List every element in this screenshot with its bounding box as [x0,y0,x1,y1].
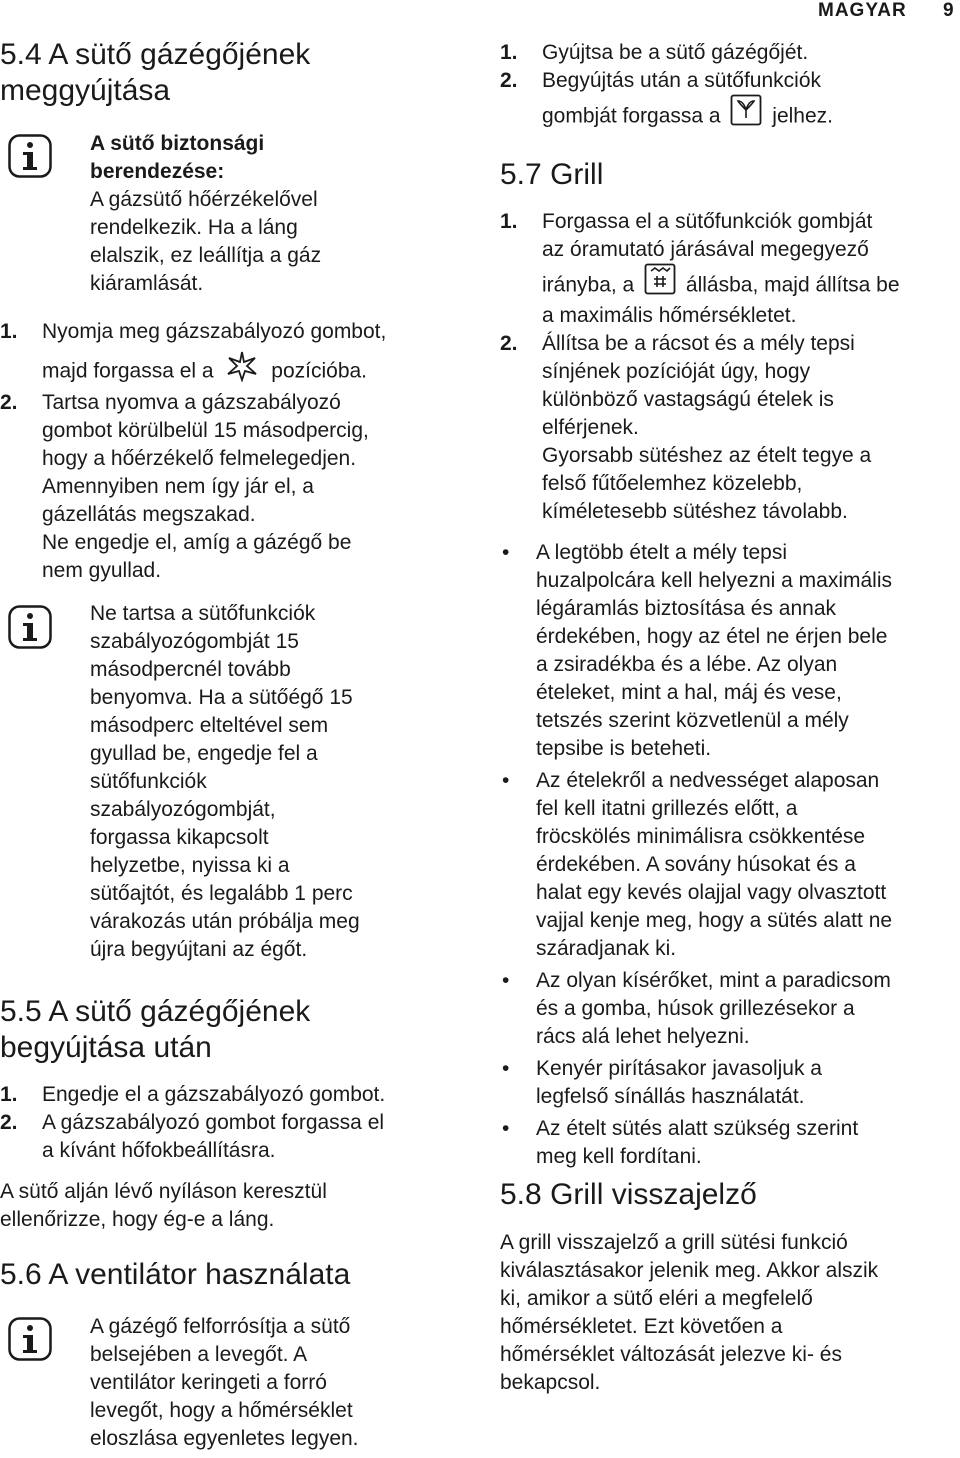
bullet: • [502,969,510,992]
safety-line: kiáramlását. [90,272,204,295]
bullet: • [502,1057,510,1080]
section-title: Grill visszajelző [550,1178,757,1211]
step-text: jelhez. [772,104,833,128]
step-text: kíméletesebb sütéshez távolabb. [542,500,848,523]
info-line: A gázégő felforrósítja a sütő [90,1315,351,1338]
step-text: Ne engedje el, amíg a gázégő be [42,531,352,554]
section-title-line2: meggyújtása [0,74,171,107]
step-text: elférjenek. [542,416,639,439]
bullet-line: légáramlás biztosítása és annak [536,597,836,620]
list-item [500,767,958,963]
step-text: különböző vastagságú ételek is [542,388,834,411]
step-text: Amennyiben nem így jár el, a [42,475,314,498]
section-number: 5.7 [500,158,542,191]
bullet-line: a zsiradékba és a lébe. Az olyan [536,653,838,676]
safety-heading-line2: berendezése: [90,160,225,183]
section-number: 5.4 [0,38,42,71]
step-number: 1. [0,320,18,343]
info-line: másodpercnél tovább [90,658,291,681]
info-line: levegőt, hogy a hőmérséklet [90,1399,353,1422]
step-number: 1. [0,1083,18,1106]
step-text: Engedje el a gázszabályozó gombot. [42,1083,386,1106]
bullet-line: fröcskölés minimálisra csökkentése [536,825,866,848]
step-text: felső fűtőelemhez közelebb, [542,472,803,495]
step-text: A gázszabályozó gombot forgassa el [42,1111,385,1134]
step-text: a maximális hőmérsékletet. [542,304,797,327]
paragraph-line: ki, amikor a sütő eléri a megfelelő [500,1287,813,1310]
info-line: gyullad be, engedje fel a [90,742,318,765]
info-line: szabályozógombját, [90,798,276,821]
bullet-line: Az olyan kísérőket, mint a paradicsom [536,969,891,992]
paragraph-line: hőmérsékletet. Ezt követően a [500,1315,783,1338]
step-text: hogy a hőérzékelő felmelegedjen. [42,447,357,470]
step-text: Gyújtsa be a sütő gázégőjét. [542,41,809,64]
section-number: 5.6 [0,1258,42,1291]
bullet-line: huzalpolcára kell helyezni a maximális [536,569,892,592]
step-text: Gyorsabb sütéshez az ételt tegye a [542,444,872,467]
s56-steps [500,39,958,133]
section-5-6-heading [0,1257,350,1293]
s57-step-1 [500,208,958,330]
bullet-line: fel kell itatni grillezés előtt, a [536,797,798,820]
list-item [500,539,958,763]
bullet-line: legfelső sínállás használatát. [536,1085,805,1108]
section-title: Grill [550,158,604,191]
fan-icon [730,94,762,126]
paragraph-line: A grill visszajelző a grill sütési funkció [500,1231,848,1254]
bullet-line: Az ételekről a nedvességet alaposan [536,769,880,792]
s55-steps [0,1081,470,1165]
step-text: a kívánt hőfokbeállításra. [42,1139,276,1162]
section-5-8-heading [500,1177,757,1213]
step-text: nem gyullad. [42,559,162,582]
info-line: ventilátor keringeti a forró [90,1371,327,1394]
bullet: • [502,541,510,564]
info-line: sütőfunkciók [90,770,207,793]
s55-paragraph [0,1178,470,1234]
safety-line: elalszik, ez leállítja a gáz [90,244,322,267]
step-text: állásba, majd állítsa be [685,273,900,297]
bullet-line: száradjanak ki. [536,937,677,960]
step-text: Forgassa el a sütőfunkciók gombját [542,210,873,233]
step-text: Nyomja meg gázszabályozó gombot, [42,320,387,343]
bullet-line: tepsibe is beteheti. [536,737,712,760]
s57-step-2 [500,330,958,526]
step-text: az óramutató járásával megegyező [542,238,869,261]
safety-line: A gázsütő hőérzékelővel [90,188,318,211]
bullet-line: és a gomba, húsok grillezésekor a [536,997,855,1020]
bullet: • [502,1117,510,1140]
info-line: sütőajtót, és legalább 1 perc [90,882,353,905]
section-number: 5.8 [500,1178,542,1211]
list-item [500,967,958,1051]
grill-tips-list [500,539,958,1175]
bullet-line: meg kell fordítani. [536,1145,702,1168]
safety-info-box [90,130,390,298]
list-item [500,1115,958,1171]
step-number: 2. [0,1111,18,1134]
bullet-line: halat egy kevés olajjal vagy olvasztott [536,881,887,904]
bullet-line: Az ételt sütés alatt szükség szerint [536,1117,859,1140]
paragraph-line: bekapcsol. [500,1371,601,1394]
fan-info-box [90,1313,450,1453]
section-5-7-heading [500,157,603,193]
safety-heading-line1: A sütő biztonsági [90,132,265,155]
info-line: másodperc elteltével sem [90,714,329,737]
section-number: 5.5 [0,995,42,1028]
safety-line: rendelkezik. Ha a láng [90,216,298,239]
step-1 [0,318,470,388]
info-line: helyzetbe, nyissa ki a [90,854,290,877]
paragraph-line: A sütő alján lévő nyíláson keresztül [0,1180,327,1203]
grill-icon [644,263,676,295]
step-number: 2. [0,391,18,414]
spark-icon [225,350,259,382]
bullet-line: vajjal kenje meg, hogy a sütés alatt ne [536,909,893,932]
bullet-line: Kenyér pirításakor javasoljuk a [536,1057,822,1080]
step-text: pozícióba. [271,359,368,383]
section-title-line1: A sütő gázégőjének [48,995,311,1028]
bullet-line: érdekében, hogy az étel ne érjen bele [536,625,888,648]
list-item [500,1055,958,1111]
info-line: forgassa kikapcsolt [90,826,269,849]
paragraph-line: ellenőrizze, hogy ég-e a láng. [0,1208,275,1231]
step-text: majd forgassa el a [42,359,214,383]
bullet-line: A legtöbb ételt a mély tepsi [536,541,787,564]
bullet-line: tetszés szerint közvetlenül a mély [536,709,849,732]
section-title: A ventilátor használata [48,1258,351,1291]
header-language: MAGYAR [818,0,907,21]
info-icon [8,1317,52,1361]
step-number: 2. [500,69,518,92]
step-text: irányba, a [542,273,635,297]
info-icon [8,134,52,178]
info-line: szabályozógombját 15 [90,630,299,653]
info-line: eloszlása egyenletes legyen. [90,1427,359,1450]
info-icon [8,605,52,649]
info-line: belsejében a levegőt. A [90,1343,308,1366]
step-number: 2. [500,332,518,355]
bullet: • [502,769,510,792]
paragraph-line: hőmérséklet változását jelezve ki- és [500,1343,842,1366]
step-number: 1. [500,41,518,64]
bullet-line: ételeket, mint a hal, máj és vese, [536,681,842,704]
section-title-line1: A sütő gázégőjének [48,38,311,71]
bullet-line: rács alá lehet helyezni. [536,1025,750,1048]
warning-info-box [90,600,450,964]
bullet-line: érdekében. A sovány húsokat és a [536,853,856,876]
step-text: Állítsa be a rácsot és a mély tepsi [542,332,855,355]
step-text: gázellátás megszakad. [42,503,256,526]
section-5-4-heading [0,37,310,109]
section-title-line2: begyújtása után [0,1031,212,1064]
section-5-5-heading [0,994,310,1066]
info-line: Ne tartsa a sütőfunkciók [90,602,316,625]
step-text: Begyújtás után a sütőfunkciók [542,69,822,92]
step-text: gombot körülbelül 15 másodpercig, [42,419,369,442]
step-text: sínjének pozícióját úgy, hogy [542,360,811,383]
info-line: várakozás után próbálja meg [90,910,360,933]
info-line: benyomva. Ha a sütőégő 15 [90,686,353,709]
s58-paragraph [500,1229,958,1397]
step-text: gombját forgassa a [542,104,721,128]
info-line: újra begyújtani az égőt. [90,938,308,961]
page-number: 9 [943,0,954,21]
step-2 [0,389,470,585]
paragraph-line: kiválasztásakor jelenik meg. Akkor alszik [500,1259,879,1282]
step-text: Tartsa nyomva a gázszabályozó [42,391,341,414]
step-number: 1. [500,210,518,233]
